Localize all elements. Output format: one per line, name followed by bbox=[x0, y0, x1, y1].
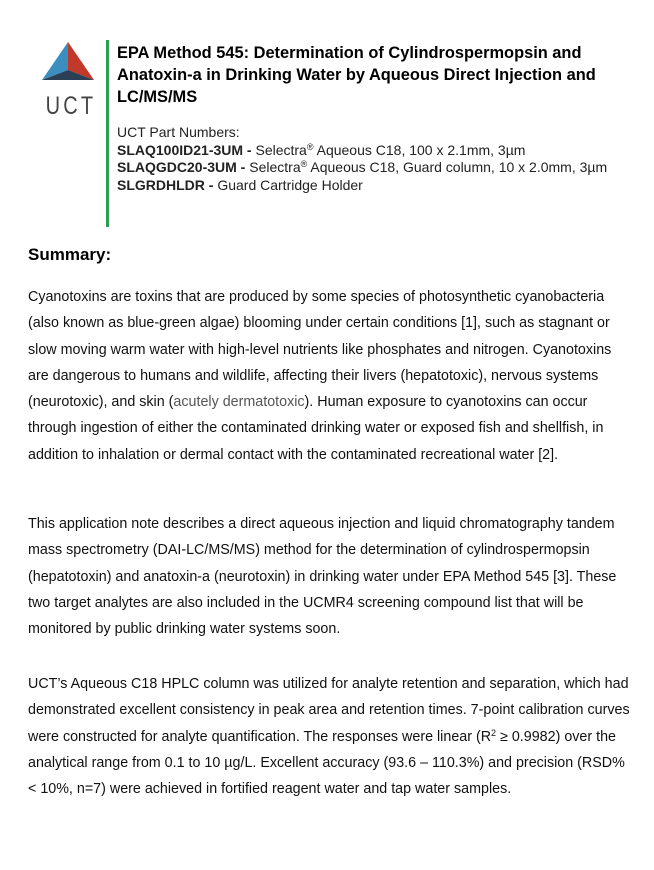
part-line bbox=[117, 159, 637, 177]
paragraph-text-highlight: acutely dermatotoxic bbox=[173, 394, 305, 411]
part-description: Aqueous C18, 100 x 2.1mm, 3µm bbox=[313, 141, 526, 158]
paragraph-text: ≥ 0.9982) over the analytical range from 0.1 to 10 µg/L. Excellent accuracy (93.6 – 110.3%) and precision (RSD% < 10%, n=7) were achieved in fortified reagent water and tap water samples. bbox=[28, 728, 625, 798]
registered-mark: ® bbox=[300, 159, 308, 169]
part-numbers-label: UCT Part Numbers: bbox=[117, 124, 240, 140]
part-number: SLAQ100ID21-3UM - bbox=[117, 141, 252, 158]
summary-paragraph bbox=[28, 671, 633, 802]
part-number: SLAQGDC20-3UM - bbox=[117, 159, 246, 175]
document-title: EPA Method 545: Determination of Cylindrospermopsin and Anatoxin-a in Drinking Water by Aqueous Direct Injection and LC/MS/MS bbox=[117, 44, 596, 106]
header-accent-bar bbox=[106, 40, 109, 227]
document-header bbox=[117, 42, 637, 194]
summary-heading: Summary: bbox=[28, 245, 112, 264]
registered-mark: ® bbox=[306, 141, 314, 152]
paragraph-text: ). Human exposure to cyanotoxins can occur through ingestion of either the contaminated drinking water or exposed fish and shellfish, in addition to inhalation or dermal contact with the contaminated recreational water [2]. bbox=[28, 394, 604, 463]
summary-paragraph bbox=[28, 284, 633, 468]
paragraph-text: UCT’s Aqueous C18 HPLC column was utilized for analyte retention and separation, which had demonstrated excellent consistency in peak area and retention times. 7-point calibration curves were constructed for analyte quantification. The responses were linear (R bbox=[28, 676, 630, 745]
part-numbers bbox=[117, 124, 637, 194]
part-line bbox=[117, 177, 637, 195]
summary-paragraph: This application note describes a direct aqueous injection and liquid chromatography tandem mass spectrometry (DAI-LC/MS/MS) method for the determination of cylindrospermopsin (hepatotoxin) and anatoxin-a (neurotoxin) in drinking water under EPA Method 545 [3]. These two target analytes are also included in the UCMR4 screening compound list that will be monitored by public drinking water systems soon. bbox=[28, 516, 617, 638]
part-line bbox=[117, 142, 637, 160]
paragraph-text: Cyanotoxins are toxins that are produced by some species of photosynthetic cyanobacteria (also known as blue-green algae) blooming under certain conditions [1], such as stagnant or slow moving warm water with high-level nutrients like phosphates and nitrogen. Cyanotoxins are dangerous to humans and wildlife, affecting their livers (hepatotoxic), nervous systems (neurotoxic), and skin ( bbox=[28, 289, 612, 411]
part-brand: Selectra bbox=[249, 159, 301, 175]
part-description: Aqueous C18, Guard column, 10 x 2.0mm, 3µm bbox=[307, 159, 608, 175]
logo-wordmark: UCT bbox=[45, 92, 97, 120]
part-number: SLGRDHLDR - bbox=[117, 176, 214, 193]
part-description: Guard Cartridge Holder bbox=[217, 176, 363, 193]
part-brand: Selectra bbox=[255, 141, 307, 158]
superscript: 2 bbox=[491, 727, 497, 738]
